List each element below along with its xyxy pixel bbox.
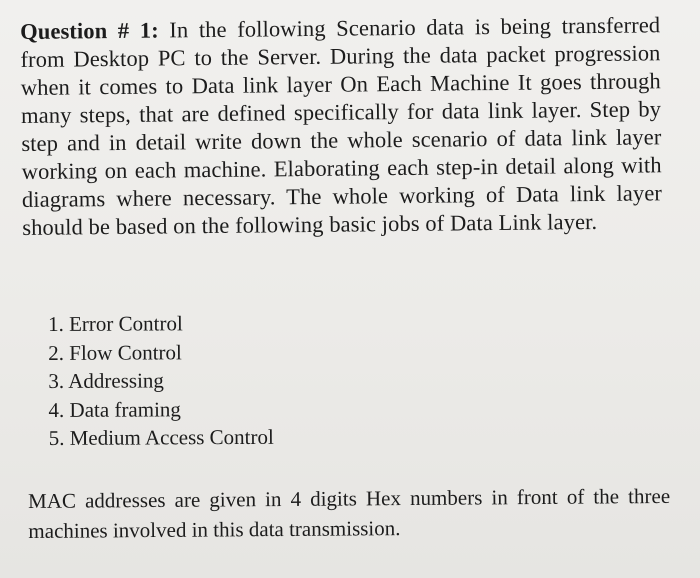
mac-address-note: MAC addresses are given in 4 digits Hex numbers in front of the three machines involved in this data transmission. (28, 483, 671, 543)
list-item: 5. Medium Access Control (48, 424, 274, 450)
question-text: In the following Scenario data is being transferred from Desktop PC to the Server. During the data packet progression when it comes to Data link layer On Each Machine It goes through many steps, that are defined specifically for data link layer. Step by step and in detail write down the whole scenario of data link layer working on each machine. Elaborating each step-in detail along with diagrams where necessary. The whole working of Data link layer should be based on the following basic jobs of Data Link layer. (20, 12, 663, 240)
question-label: Question # 1: (20, 17, 159, 44)
document-page (20, 12, 671, 543)
list-item: 3. Addressing (48, 368, 164, 393)
data-link-jobs-list (48, 309, 274, 453)
list-item: 4. Data framing (48, 396, 181, 422)
question-paragraph (20, 5, 662, 242)
list-item: 1. Error Control (48, 311, 183, 336)
list-item: 2. Flow Control (48, 339, 182, 365)
